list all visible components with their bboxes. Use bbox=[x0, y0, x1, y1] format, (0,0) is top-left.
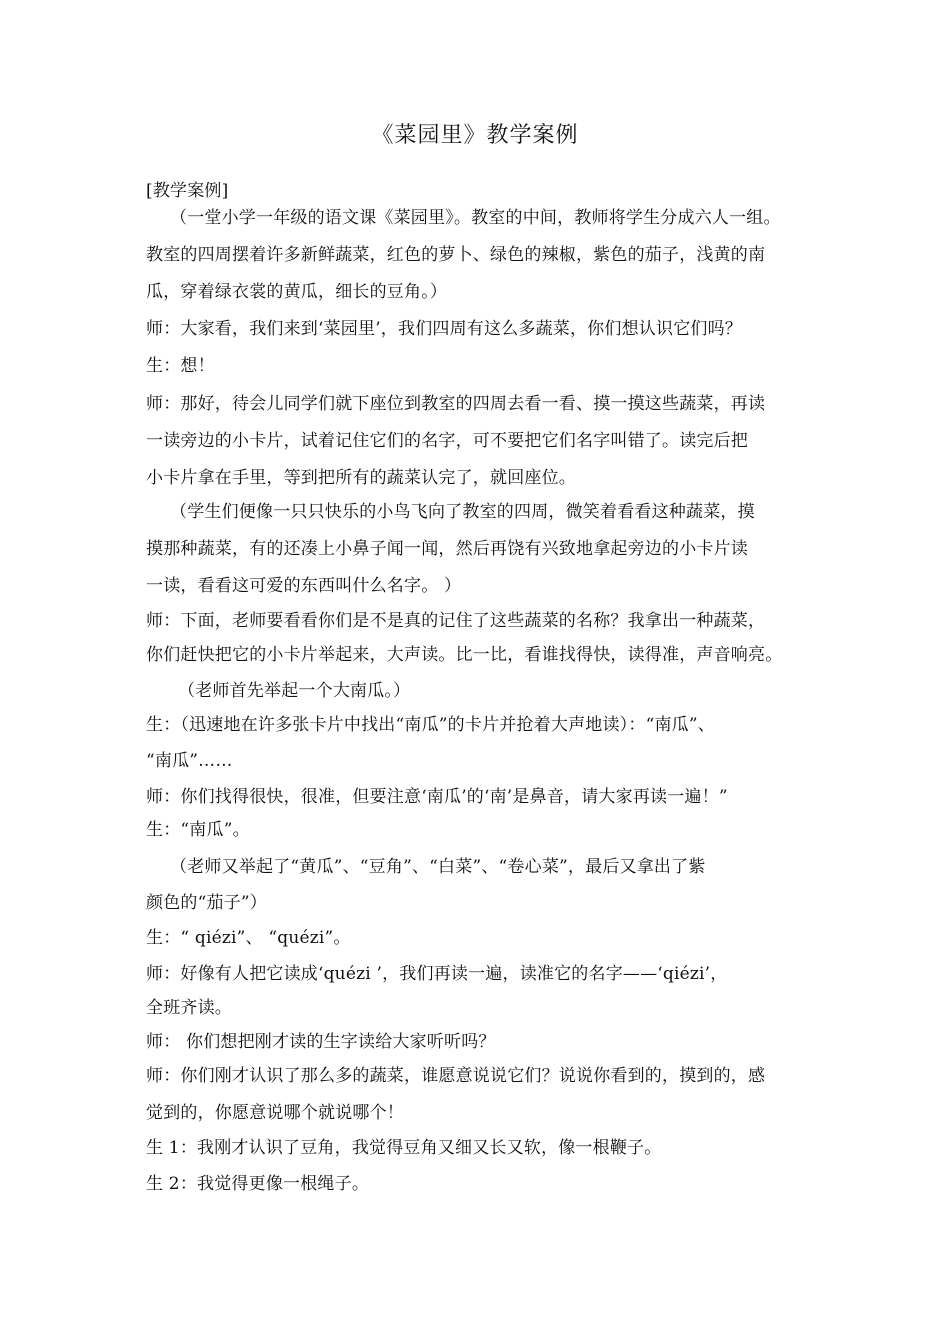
paragraph-line: 一读，看看这可爱的东西叫什么名字。 ） bbox=[146, 576, 462, 596]
paragraph-line: 颜色的“茄子”） bbox=[146, 893, 267, 913]
paragraph-line: 全班齐读。 bbox=[146, 998, 232, 1018]
paragraph-line: 师：你们找得很快，很准，但要注意‘南瓜’的‘南’是鼻音，请大家再读一遍！” bbox=[146, 787, 728, 807]
document-title: 《菜园里》教学案例 bbox=[371, 123, 579, 148]
paragraph-line: （老师又举起了“黄瓜”、“豆角”、“白菜”、“卷心菜”，最后又拿出了紫 bbox=[170, 857, 706, 877]
paragraph-line: 师：你们刚才认识了那么多的蔬菜，谁愿意说说它们？说说你看到的，摸到的，感 bbox=[146, 1066, 766, 1086]
paragraph-line: 摸那种蔬菜，有的还凑上小鼻子闻一闻，然后再饶有兴致地拿起旁边的小卡片读 bbox=[146, 539, 748, 559]
paragraph-line: 师：好像有人把它读成‘quézi ’，我们再读一遍，读准它的名字——‘qiézi’， bbox=[146, 964, 728, 984]
paragraph-line: 师：下面，老师要看看你们是不是真的记住了这些蔬菜的名称？我拿出一种蔬菜， bbox=[146, 611, 766, 631]
paragraph-line: 生：“ qiézi”、 “quézi”。 bbox=[146, 928, 351, 948]
paragraph-line: 你们赶快把它的小卡片举起来，大声读。比一比，看谁找得快，读得准，声音响亮。 bbox=[146, 645, 783, 665]
paragraph-line: 瓜，穿着绿衣裳的黄瓜，细长的豆角。） bbox=[146, 282, 448, 302]
paragraph-line: （一堂小学一年级的语文课《菜园里》。教室的中间，教师将学生分成六人一组。 bbox=[170, 208, 781, 228]
paragraph-line: 师： 你们想把刚才读的生字读给大家听听吗？ bbox=[146, 1032, 496, 1052]
paragraph-line: 生：（迅速地在许多张卡片中找出“南瓜”的卡片并抢着大声地读）：“南瓜”、 bbox=[146, 715, 715, 735]
paragraph-line: 师：大家看，我们来到‘菜园里’，我们四周有这么多蔬菜，你们想认识它们吗？ bbox=[146, 319, 743, 339]
paragraph-line: 生 1：我刚才认识了豆角，我觉得豆角又细又长又软，像一根鞭子。 bbox=[146, 1138, 662, 1158]
paragraph-line: “南瓜”…… bbox=[146, 751, 233, 771]
paragraph-line: 一读旁边的小卡片，试着记住它们的名字，可不要把它们名字叫错了。读完后把 bbox=[146, 431, 748, 451]
paragraph-line: 小卡片拿在手里，等到把所有的蔬菜认完了，就回座位。 bbox=[146, 468, 576, 488]
paragraph-line: 觉到的，你愿意说哪个就说哪个！ bbox=[146, 1103, 404, 1123]
paragraph-line: （学生们便像一只只快乐的小鸟飞向了教室的四周，微笑着看看这种蔬菜，摸 bbox=[170, 502, 755, 522]
paragraph-line: （老师首先举起一个大南瓜。） bbox=[178, 681, 411, 701]
paragraph-line: 教室的四周摆着许多新鲜蔬菜，红色的萝卜、绿色的辣椒，紫色的茄子，浅黄的南 bbox=[146, 245, 766, 265]
paragraph-line: 生：想！ bbox=[146, 356, 215, 376]
paragraph-line: 师：那好，待会儿同学们就下座位到教室的四周去看一看、摸一摸这些蔬菜，再读 bbox=[146, 394, 766, 414]
paragraph-line: 生 2：我觉得更像一根绳子。 bbox=[146, 1174, 370, 1194]
section-label: [教学案例] bbox=[146, 181, 229, 201]
paragraph-line: 生：“南瓜”。 bbox=[146, 820, 250, 840]
